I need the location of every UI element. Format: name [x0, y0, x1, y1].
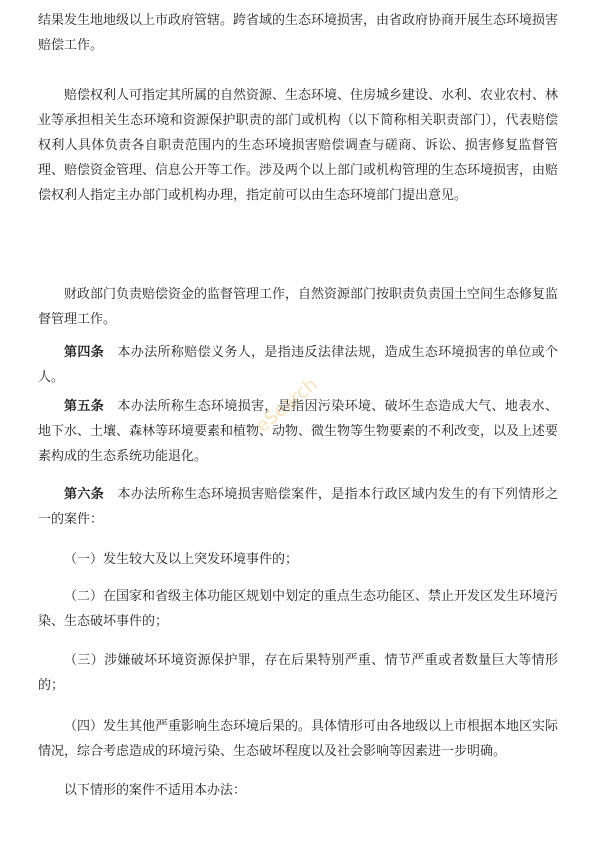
- paragraph-finance-department: [38, 282, 558, 332]
- list-item-3: [38, 648, 558, 698]
- list-item-text: （四）发生其他严重影响生态环境后果的。具体情形可由各地级以上市根据本地区实际情况，综合考虑造成的环境污染、生态破坏程度以及社会影响等因素进一步明确。: [38, 719, 559, 759]
- paragraph-text: 以下情形的案件不适用本办法：: [64, 783, 247, 798]
- article-4-label: 第四条: [64, 345, 105, 360]
- article-5-text: 本办法所称生态环境损害，是指因污染环境、破坏生态造成大气、地表水、地下水、土壤、森林等环境要素和植物、动物、微生物等生物要素的不利改变，以及上述要素构成的生态系统功能退化。: [38, 399, 559, 464]
- paragraph-designated-departments: [38, 83, 558, 208]
- article-6: [38, 482, 558, 532]
- paragraph-text: 结果发生地地级以上市政府管辖。跨省域的生态环境损害，由省政府协商开展生态环境损害赔偿工作。: [38, 13, 559, 53]
- article-6-label: 第六条: [64, 487, 105, 502]
- list-item-2: [38, 584, 558, 634]
- watermark-text: eSearch: [252, 373, 322, 437]
- paragraph-text: 财政部门负责赔偿资金的监督管理工作，自然资源部门按职责负责国土空间生态修复监督管理工作。: [38, 287, 559, 327]
- article-6-text: 本办法所称生态环境损害赔偿案件，是指本行政区域内发生的有下列情形之一的案件：: [38, 487, 558, 527]
- paragraph-text: 赔偿权利人可指定其所属的自然资源、生态环境、住房城乡建设、水利、农业农村、林业等承担相关生态环境和资源保护职责的部门或机构（以下简称相关职责部门），代表赔偿权利人具体负责各自职责范围内的生态环境损害赔偿调查与磋商、诉讼、损害修复监督管理、赔偿资金管理、信息公开等工作。涉及两个以上部门或机构管理的生态环境损害，由赔偿权利人指定主办部门或机构办理，指定前可以由生态环境部门提出意见。: [38, 88, 559, 203]
- list-item-4: [38, 714, 558, 764]
- list-item-text: （二）在国家和省级主体功能区规划中划定的重点生态功能区、禁止开发区发生环境污染、生态破坏事件的；: [38, 589, 559, 629]
- list-item-text: （一）发生较大及以上突发环境事件的；: [64, 552, 299, 567]
- paragraph-jurisdiction: [38, 8, 558, 58]
- list-item-text: （三）涉嫌破坏环境资源保护罪，存在后果特别严重、情节严重或者数量巨大等情形的；: [38, 653, 558, 693]
- list-item-1: [38, 547, 558, 572]
- paragraph-exclusions: [38, 778, 558, 803]
- article-5-label: 第五条: [64, 399, 105, 414]
- article-4-text: 本办法所称赔偿义务人，是指违反法律法规，造成生态环境损害的单位或个人。: [38, 345, 558, 385]
